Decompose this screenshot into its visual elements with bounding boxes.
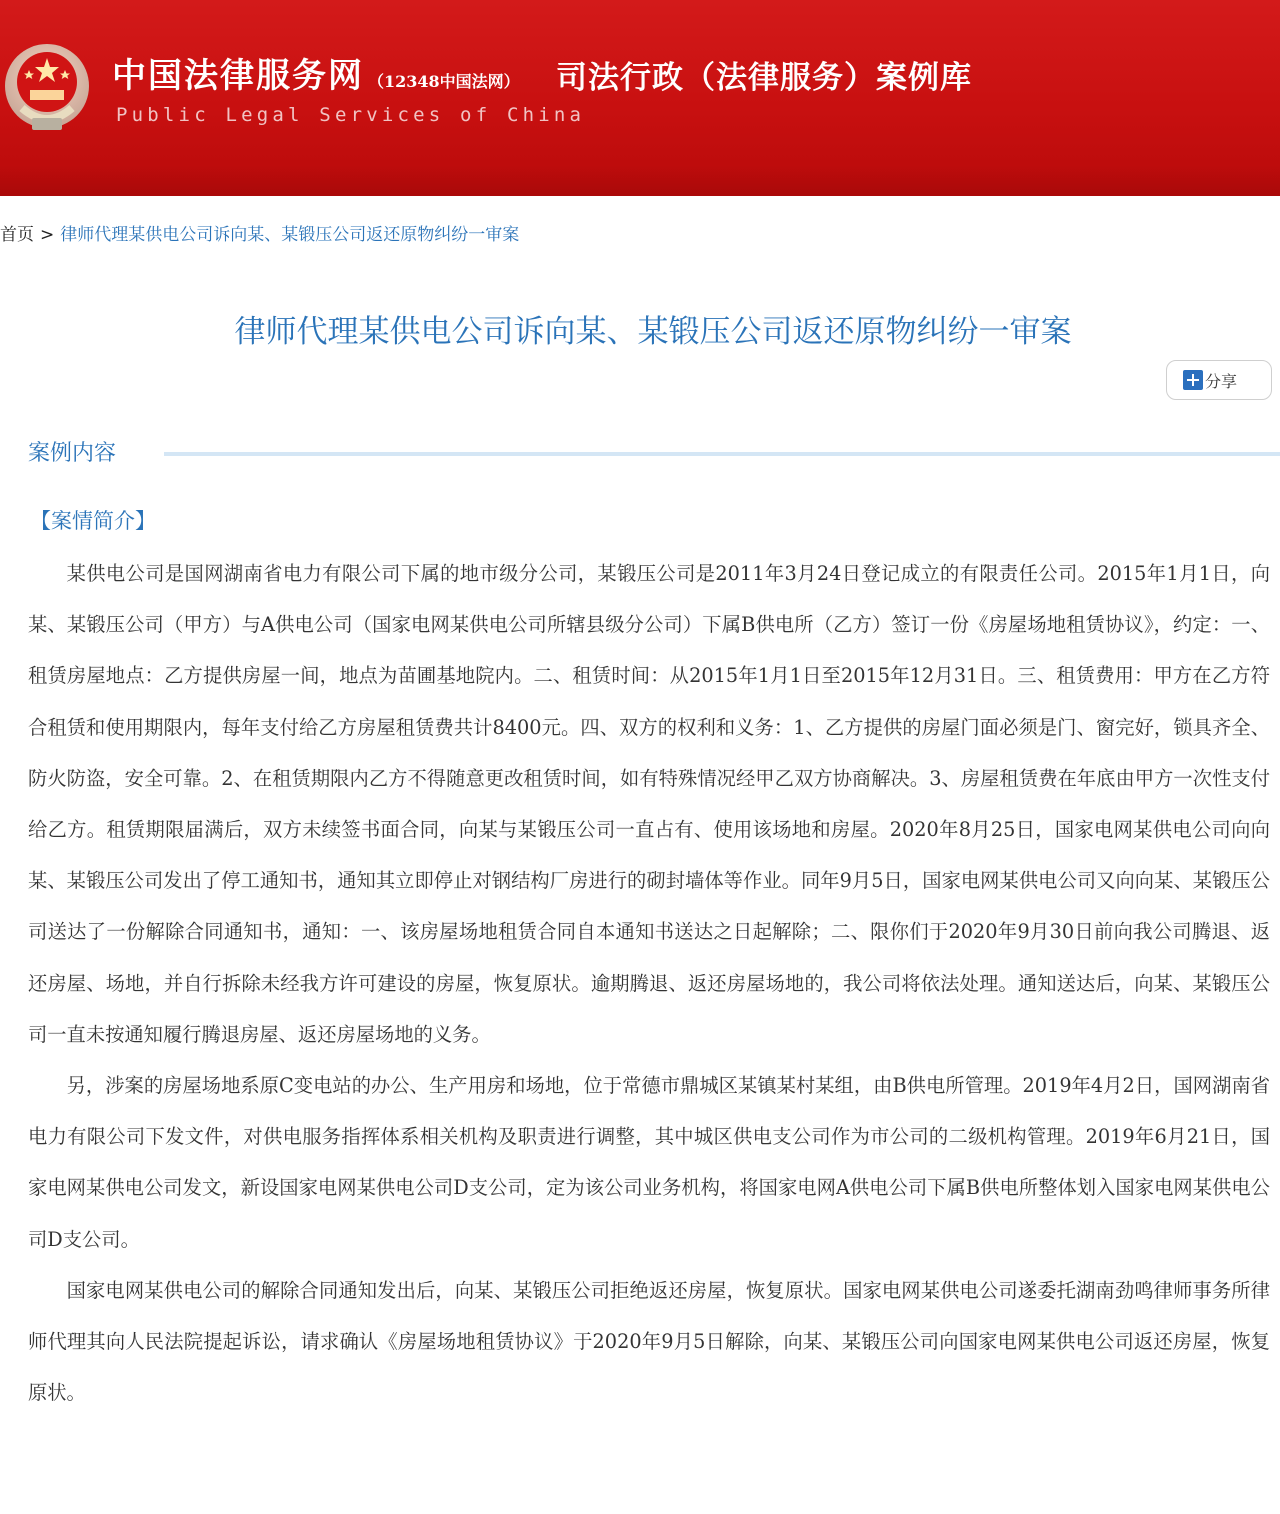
case-summary-heading: 【案情简介】 <box>30 509 156 533</box>
case-paragraph-3: 国家电网某供电公司的解除合同通知发出后，向某、某锻压公司拒绝返还房屋，恢复原状。国家电网某供电公司遂委托湖南劲鸣律师事务所律师代理其向人民法院提起诉讼，请求确认《房屋场地租赁协议》于2020年9月5日解除，向某、某锻压公司向国家电网某供电公司返还房屋，恢复原状。 <box>28 1278 1270 1405</box>
breadcrumb <box>0 220 519 245</box>
plus-icon <box>1183 370 1203 390</box>
site-name <box>112 48 520 97</box>
case-paragraph-1: 某供电公司是国网湖南省电力有限公司下属的地市级分公司，某锻压公司是2011年3月24日登记成立的有限责任公司。2015年1月1日，向某、某锻压公司（甲方）与A供电公司（国家电网某供电公司所辖县级分公司）下属B供电所（乙方）签订一份《房屋场地租赁协议》，约定：一、租赁房屋地点：乙方提供房屋一间，地点为苗圃基地院内。二、租赁时间：从2015年1月1日至2015年12月31日。三、租赁费用：甲方在乙方符合租赁和使用期限内，每年支付给乙方房屋租赁费共计8400元。四、双方的权利和义务：1、乙方提供的房屋门面必须是门、窗完好，锁具齐全、防火防盗，安全可靠。2、在租赁期限内乙方不得随意更改租赁时间，如有特殊情况经甲乙双方协商解决。3、房屋租赁费在年底由甲方一次性支付给乙方。租赁期限届满后，双方未续签书面合同，向某与某锻压公司一直占有、使用该场地和房屋。2020年8月25日，国家电网某供电公司向向某、某锻压公司发出了停工通知书，通知其立即停止对钢结构厂房进行的砌封墙体等作业。同年9月5日，国家电网某供电公司又向向某、某锻压公司送达了一份解除合同通知书，通知：一、该房屋场地租赁合同自本通知书送达之日起解除；二、限你们于2020年9月30日前向我公司腾退、返还房屋、场地，并自行拆除未经我方许可建设的房屋，恢复原状。逾期腾退、返还房屋场地的，我公司将依法处理。通知送达后，向某、某锻压公司一直未按通知履行腾退房屋、返还房屋场地的义务。 <box>28 562 1270 1046</box>
banner-shade <box>0 166 1280 196</box>
breadcrumb-current-link[interactable]: 律师代理某供电公司诉向某、某锻压公司返还原物纠纷一审案 <box>60 225 520 245</box>
site-english-name: Public Legal Services of China <box>116 104 586 126</box>
site-name-subtitle: （12348中国法网） <box>368 72 520 91</box>
page-title: 律师代理某供电公司诉向某、某锻压公司返还原物纠纷一审案 <box>234 314 1072 350</box>
database-title: 司法行政（法律服务）案例库 <box>556 60 972 96</box>
share-label: 分享 <box>1205 371 1238 391</box>
section-divider <box>164 452 1280 456</box>
case-paragraph-2: 另，涉案的房屋场地系原C变电站的办公、生产用房和场地，位于常德市鼎城区某镇某村某组，由B供电所管理。2019年4月2日，国网湖南省电力有限公司下发文件，对供电服务指挥体系相关机构及职责进行调整，其中城区供电支公司作为市公司的二级机构管理。2019年6月21日，国家电网某供电公司发文，新设国家电网某供电公司D支公司，定为该公司业务机构，将国家电网A供电公司下属B供电所整体划入国家电网某供电公司D支公司。 <box>28 1074 1270 1251</box>
share-button[interactable] <box>1166 360 1272 400</box>
case-content <box>28 548 1270 1418</box>
section-label: 案例内容 <box>28 441 117 466</box>
site-name-text: 中国法律服务网 <box>112 56 364 96</box>
site-header-banner <box>0 0 1280 196</box>
breadcrumb-home-link[interactable]: 首页 <box>0 225 34 245</box>
national-emblem-icon <box>2 38 92 138</box>
breadcrumb-separator: > <box>40 225 55 245</box>
